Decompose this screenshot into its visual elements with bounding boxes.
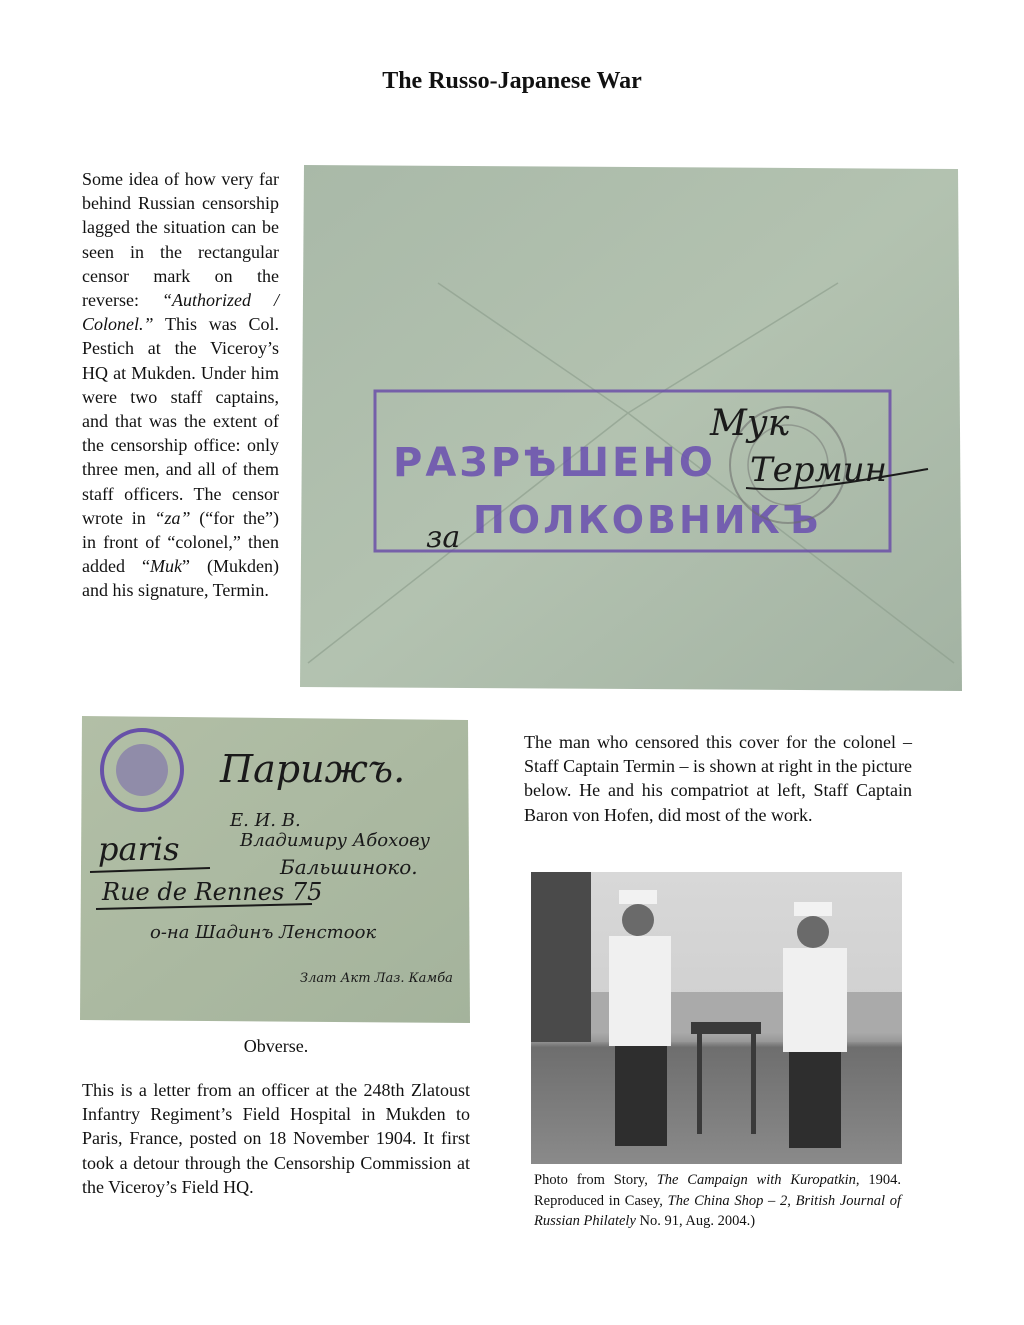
page-title: The Russo-Japanese War xyxy=(382,68,642,94)
intro-text-3: (“for the”) in front of “colonel,” then added “ xyxy=(82,507,279,577)
handwritten-za: за xyxy=(426,520,461,555)
intro-muk: Muk xyxy=(150,556,182,577)
photo-table-leg-right xyxy=(751,1034,756,1134)
envelope-reverse-paper xyxy=(300,165,962,691)
intro-quote: “Authorized / Colonel.” xyxy=(82,290,279,335)
officer-right-trousers xyxy=(789,1052,841,1148)
intro-text-1: Some idea of how very far behind Russian censorship lagged the situation can be seen in the rectangular censor mark on the reverse: xyxy=(82,169,279,311)
photo-caption-text-2: , 1904. Reproduced in Casey, xyxy=(534,1172,902,1209)
cover-reverse-image xyxy=(298,163,964,693)
officer-left-head xyxy=(622,904,654,936)
photo-caption-text-1: Photo from Story, xyxy=(534,1172,657,1188)
caption-obverse: Obverse. xyxy=(243,1036,309,1056)
address-name-line2: Бальшиноко. xyxy=(280,855,418,879)
photo-table xyxy=(691,1022,761,1034)
officer-left-trousers xyxy=(615,1046,667,1146)
censor-stamp-line1: РАЗРѢШЕНО xyxy=(393,440,716,486)
officer-right-tunic xyxy=(783,948,847,1052)
officers-photo xyxy=(531,872,902,1164)
sender-line: Злат Акт Лаз. Камба xyxy=(300,971,453,986)
photo-caption-book: The Campaign with Kuropatkin xyxy=(656,1172,856,1188)
intro-za: “za” xyxy=(154,507,191,528)
regimental-seal-inner xyxy=(116,744,168,796)
officer-left-cap xyxy=(619,890,657,904)
photo-caption-text-3: , xyxy=(787,1192,796,1209)
censor-stamp-line2: ПОЛКОВНИКЪ xyxy=(473,498,822,542)
officer-right-head xyxy=(797,916,829,948)
photo-caption xyxy=(534,1170,901,1232)
photo-caption-text-4: No. 91, Aug. 2004.) xyxy=(635,1213,756,1229)
address-initials: Е. И. В. xyxy=(230,810,301,831)
address-name-line1: Владимиру Абохову xyxy=(240,830,430,851)
photo-caption-journal: British Journal of Russian Philately xyxy=(534,1192,901,1229)
intro-text-2: This was Col. Pestich at the Viceroy’s HQ at Mukden. Under him were two staff captains, and that was the extent of the censorship office: only three men, and all of them staff officers. The censor wrote in xyxy=(82,314,279,528)
cover-obverse-image xyxy=(80,714,471,1025)
officer-right-cap xyxy=(794,902,832,916)
letter-paragraph: This is a letter from an officer at the 248th Zlatoust Infantry Regiment’s Field Hospital in Mukden to Paris, France, posted on 18 November 1904. It first took a detour through the Censorship Commission at the Viceroy’s Field HQ. xyxy=(82,1080,470,1197)
intro-text-4: ” (Mukden) and his signature, Termin. xyxy=(82,556,279,601)
handwritten-muk: Мук xyxy=(710,403,790,444)
handwritten-signature: Термин xyxy=(750,450,888,490)
censor-man-paragraph: The man who censored this cover for the colonel – Staff Captain Termin – is shown at right in the picture below. He and his compatriot at left, Staff Captain Baron von Hofen, did most of the work. xyxy=(524,732,913,825)
address-city: Парижъ. xyxy=(220,747,406,791)
address-care-of: о-на Шадинъ Ленстоок xyxy=(150,922,377,943)
intro-paragraph xyxy=(82,167,279,603)
photo-caption-article: The China Shop – 2 xyxy=(667,1192,788,1209)
address-street: Rue de Rennes 75 xyxy=(102,878,323,906)
photo-table-leg-left xyxy=(697,1034,702,1134)
address-paris: paris xyxy=(98,830,180,868)
officer-left-tunic xyxy=(609,936,671,1046)
photo-trees-left xyxy=(531,872,591,1042)
